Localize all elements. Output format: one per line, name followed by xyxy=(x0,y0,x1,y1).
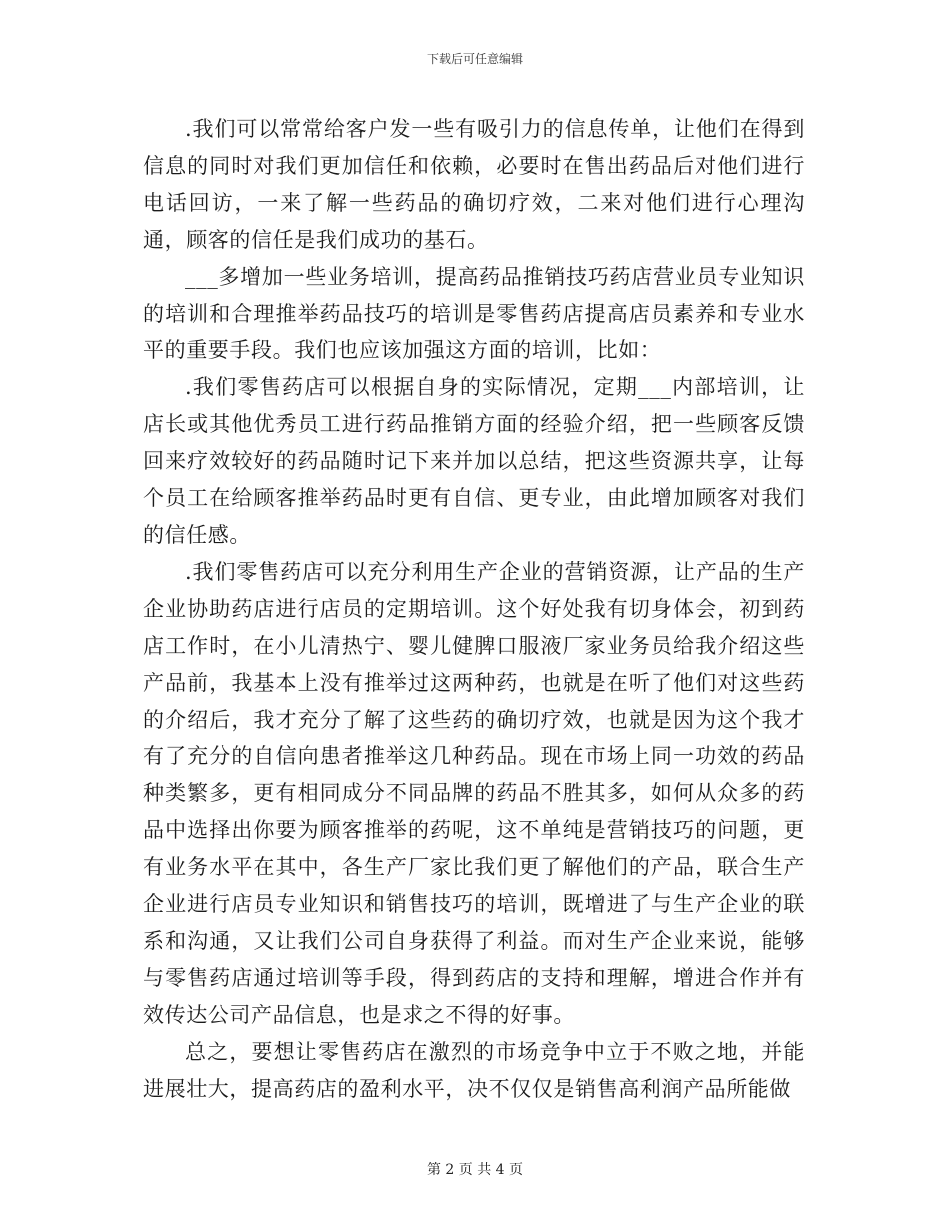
page-header: 下载后可任意编辑 xyxy=(426,52,523,66)
paragraph-internal-training: .我们零售药店可以根据自身的实际情况，定期___内部培训，让店长或其他优秀员工进行药品推销方面的经验介绍，把一些顾客反馈回来疗效较好的药品随时记下来并加以总结，把这些资源共享，让每个员工在给顾客推举药品时更有自信、更专业，由此增加顾客对我们的信任感。 xyxy=(143,375,805,547)
paragraph-conclusion: 总之，要想让零售药店在激烈的市场竞争中立于不败之地，并能进展壮大，提高药店的盈利水平，决不仅仅是销售高利润产品所能做 xyxy=(143,1039,805,1101)
paragraph-customer-flyers: .我们可以常常给客户发一些有吸引力的信息传单，让他们在得到信息的同时对我们更加信任和依赖，必要时在售出药品后对他们进行电话回访，一来了解一些药品的确切疗效，二来对他们进行心理沟通，顾客的信任是我们成功的基石。 xyxy=(143,117,805,252)
page-number: 第 2 页 共 4 页 xyxy=(426,1162,524,1178)
document-body xyxy=(143,111,805,1107)
paragraph-manufacturer-training: .我们零售药店可以充分利用生产企业的营销资源，让产品的生产企业协助药店进行店员的定期培训。这个好处我有切身体会，初到药店工作时，在小儿清热宁、婴儿健脾口服液厂家业务员给我介绍这些产品前，我基本上没有推举过这两种药，也就是在听了他们对这些药的介绍后，我才充分了解了这些药的确切疗效，也就是因为这个我才有了充分的自信向患者推举这几种药品。现在市场上同一功效的药品种类繁多，更有相同成分不同品牌的药品不胜其多，如何从众多的药品中选择出你要为顾客推举的药呢，这不单纯是营销技巧的问题，更有业务水平在其中，各生产厂家比我们更了解他们的产品，联合生产企业进行店员专业知识和销售技巧的培训，既增进了与生产企业的联系和沟通，又让我们公司自身获得了利益。而对生产企业来说，能够与零售药店通过培训等手段，得到药店的支持和理解，增进合作并有效传达公司产品信息，也是求之不得的好事。 xyxy=(143,559,805,1027)
paragraph-business-training: ___多增加一些业务培训，提高药品推销技巧药店营业员专业知识的培训和合理推举药品技巧的培训是零售药店提高店员素养和专业水平的重要手段。我们也应该加强这方面的培训，比如： xyxy=(143,264,805,363)
